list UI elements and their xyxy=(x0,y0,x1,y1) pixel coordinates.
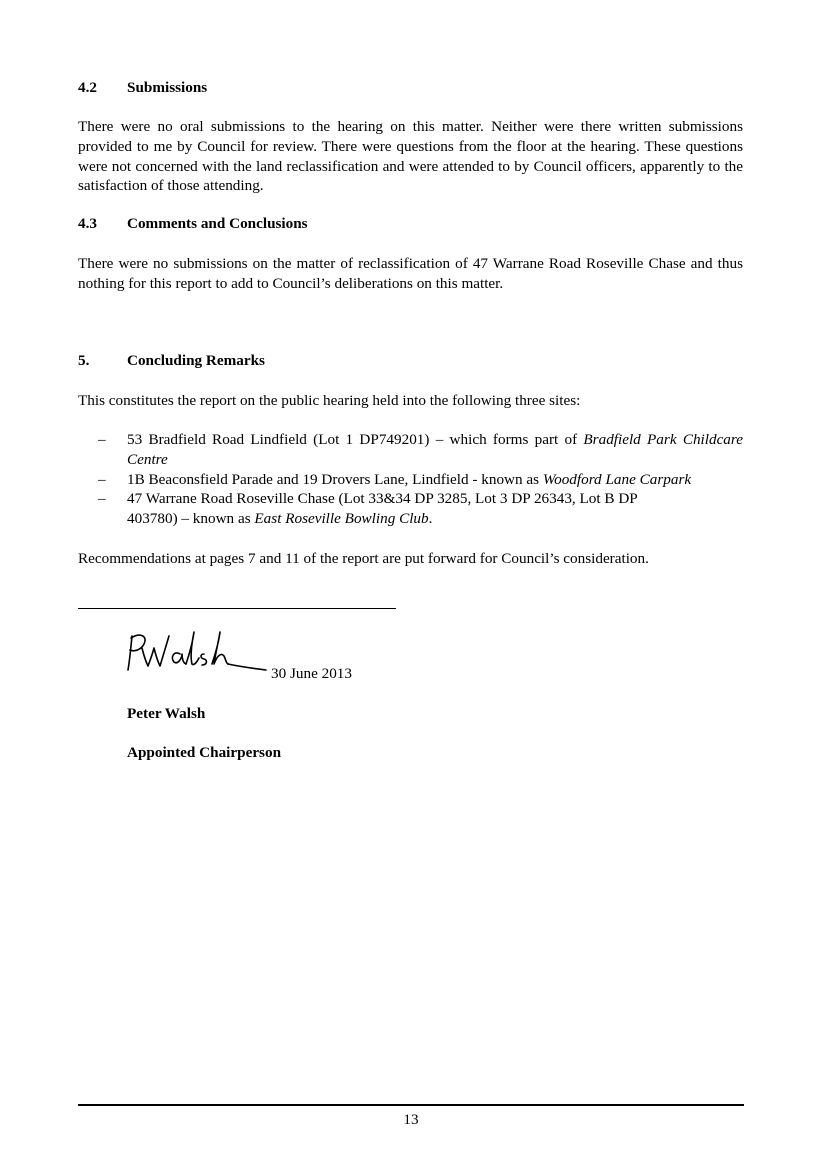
section-title: Comments and Conclusions xyxy=(127,215,308,232)
section-5-intro: This constitutes the report on the public hearing held into the following three sites: xyxy=(78,392,581,409)
section-4-3-heading xyxy=(78,214,308,234)
signature-date: 30 June 2013 xyxy=(271,665,352,682)
list-item xyxy=(78,489,743,529)
signature-line xyxy=(78,608,396,609)
sites-list xyxy=(78,430,743,529)
section-title: Submissions xyxy=(127,79,208,96)
recommendation-text: Recommendations at pages 7 and 11 of the report are put forward for Council’s consideration. xyxy=(78,550,649,567)
section-4-2-heading xyxy=(78,78,207,98)
section-4-3-body: There were no submissions on the matter of reclassification of 47 Warrane Road Roseville Chase and thus nothing for this report to add to Council’s deliberations on this matter. xyxy=(78,255,743,292)
site-text: 53 Bradfield Road Lindfield (Lot 1 DP749201) – which forms part of xyxy=(127,431,584,448)
site-name: East Roseville Bowling Club xyxy=(254,510,429,528)
section-number: 5. xyxy=(78,352,90,369)
site-text: 47 Warrane Road Roseville Chase (Lot 33&34 DP 3285, Lot 3 DP 26343, Lot B DP 403780) – known as xyxy=(127,490,638,528)
footer-rule xyxy=(78,1104,744,1106)
dash-bullet: – xyxy=(98,470,106,488)
site-name: Bradfield Park Childcare Centre xyxy=(127,431,743,468)
list-item xyxy=(78,430,743,470)
dash-bullet: – xyxy=(98,490,106,508)
signatory-name: Peter Walsh xyxy=(127,705,206,722)
list-item xyxy=(78,470,743,490)
section-4-2-body: There were no oral submissions to the hearing on this matter. Neither were there written submissions provided to me by Council for review. There were questions from the floor at the hearing. These questions were not concerned with the land reclassification and were attended to by Council officers, apparently to the satisfaction of those attending. xyxy=(78,118,743,195)
section-5-heading xyxy=(78,351,265,371)
dash-bullet: – xyxy=(98,431,106,448)
section-title: Concluding Remarks xyxy=(127,352,265,369)
site-text: 1B Beaconsfield Parade and 19 Drovers Lane, Lindfield - known as xyxy=(127,470,543,488)
site-name: Woodford Lane Carpark xyxy=(542,470,692,488)
page-number: 13 xyxy=(403,1111,419,1128)
section-number: 4.3 xyxy=(78,215,97,232)
site-after: . xyxy=(428,510,433,528)
handwritten-signature xyxy=(122,628,272,678)
signatory-role: Appointed Chairperson xyxy=(127,744,282,761)
section-number: 4.2 xyxy=(78,79,97,96)
